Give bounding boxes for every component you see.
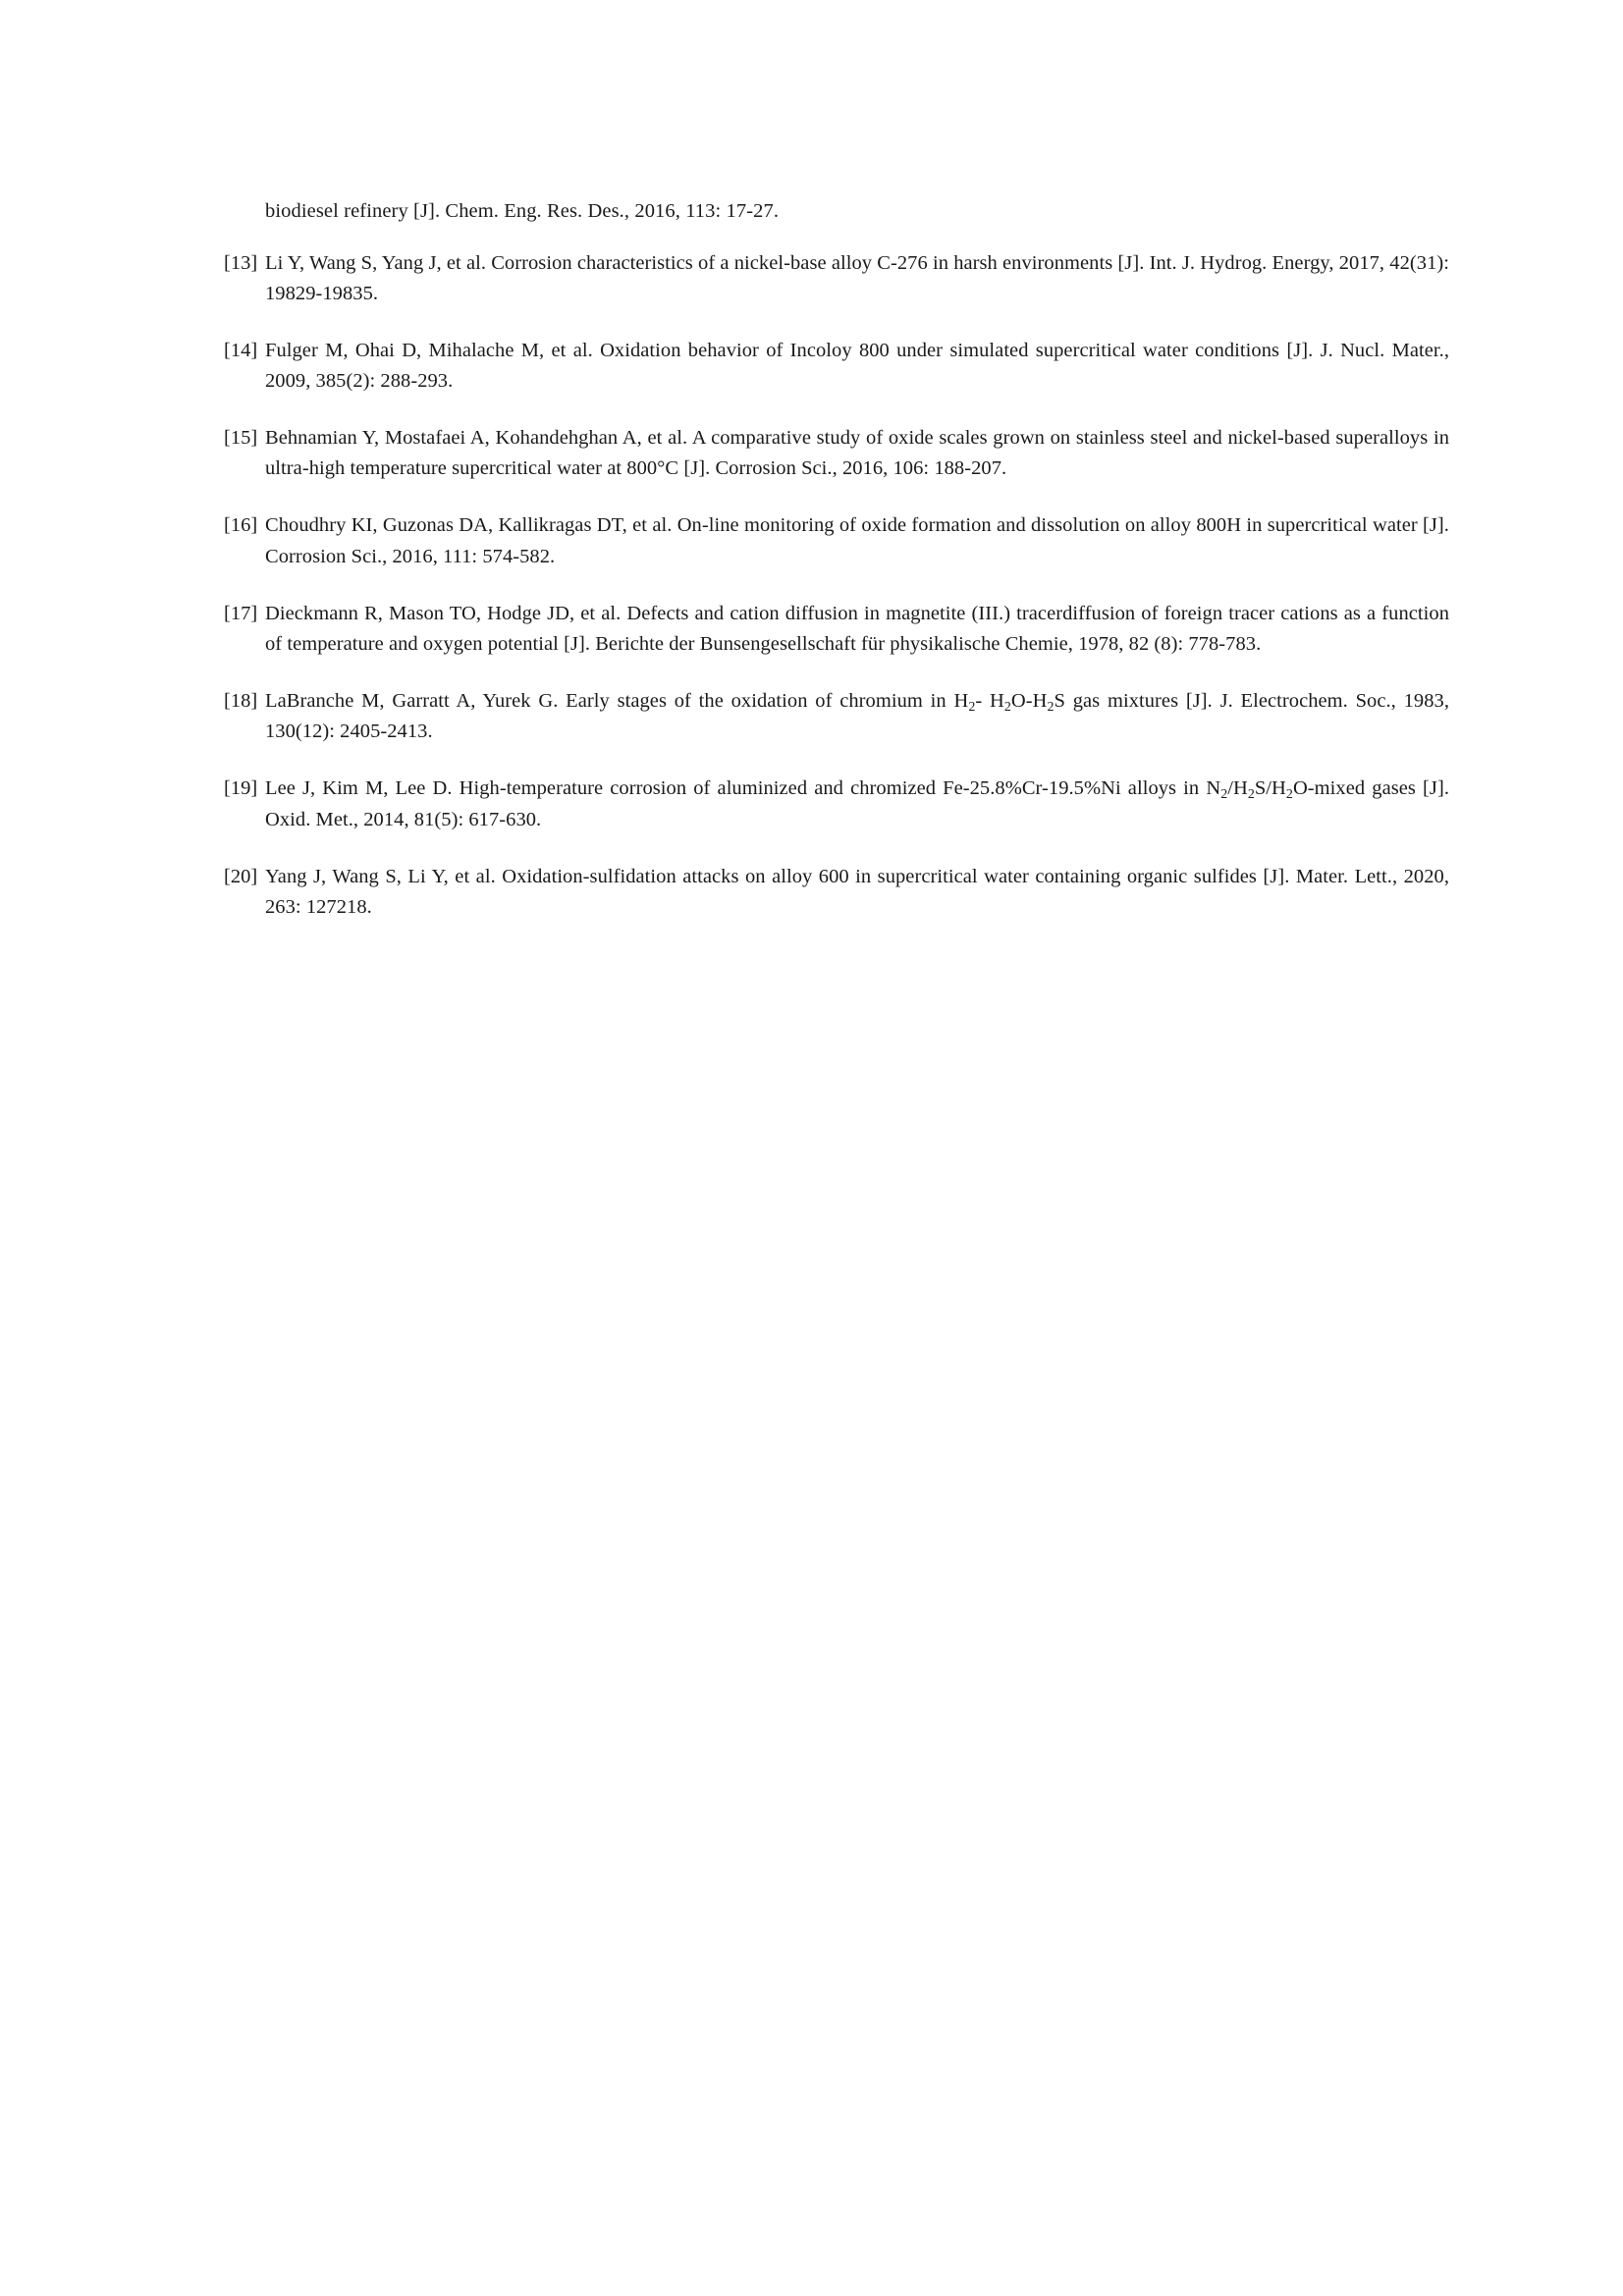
reference-text: LaBranche M, Garratt A, Yurek G. Early stages of the oxidation of chromium in $H_2-$ $H_2O-H_2S$ gas mixtures [J]. J. Electrochem. Soc., 1983, 130(12): 2405-2413. bbox=[265, 690, 1449, 743]
reference-list bbox=[224, 201, 1449, 923]
reference-entry bbox=[224, 774, 1449, 834]
reference-text: Li Y, Wang S, Yang J, et al. Corrosion characteristics of a nickel-base alloy C-276 in harsh environments [J]. Int. J. Hydrog. Energy, 2017, 42(31): 19829-19835. bbox=[265, 251, 1449, 304]
reference-entry bbox=[224, 336, 1449, 397]
reference-label: [16] bbox=[224, 514, 258, 537]
reference-label: [14] bbox=[224, 339, 258, 361]
reference-label: [18] bbox=[224, 690, 258, 713]
reference-text: Choudhry KI, Guzonas DA, Kallikragas DT, et al. On-line monitoring of oxide formation and dissolution on alloy 800H in supercritical water [J]. Corrosion Sci., 2016, 111: 574-582. bbox=[265, 514, 1449, 567]
reference-label: [15] bbox=[224, 427, 258, 450]
reference-label: [19] bbox=[224, 777, 258, 800]
reference-label: [13] bbox=[224, 251, 258, 274]
reference-entry bbox=[224, 599, 1449, 660]
reference-entry bbox=[224, 248, 1449, 309]
reference-entry bbox=[224, 510, 1449, 571]
continuation-line: biodiesel refinery [J]. Chem. Eng. Res. Des., 2016, 113: 17-27. bbox=[265, 200, 780, 222]
reference-entry bbox=[224, 862, 1449, 923]
reference-text: Lee J, Kim M, Lee D. High-temperature corrosion of aluminized and chromized Fe-25.8%Cr-19.5%Ni alloys in $N_2/H_2S/H_2O$-mixed gases [J]. Oxid. Met., 2014, 81(5): 617-630. bbox=[265, 777, 1449, 830]
reference-entry bbox=[224, 686, 1449, 747]
reference-label: [17] bbox=[224, 602, 258, 624]
reference-label: [20] bbox=[224, 865, 258, 887]
reference-text: Dieckmann R, Mason TO, Hodge JD, et al. Defects and cation diffusion in magnetite (III.) tracerdiffusion of foreign tracer cations as a function of temperature and oxygen potential [J]. Berichte der Bunsengesellschaft für physikalische Chemie, 1978, 82 (8): 778-783. bbox=[265, 602, 1449, 655]
reference-entry bbox=[224, 423, 1449, 484]
reference-text: Yang J, Wang S, Li Y, et al. Oxidation-sulfidation attacks on alloy 600 in supercritical water containing organic sulfides [J]. Mater. Lett., 2020, 263: 127218. bbox=[265, 865, 1449, 918]
reference-text: Behnamian Y, Mostafaei A, Kohandehghan A, et al. A comparative study of oxide scales grown on stainless steel and nickel-based superalloys in ultra-high temperature supercritical water at 800°C [J]. Corrosion Sci., 2016, 106: 188-207. bbox=[265, 427, 1449, 480]
reference-text: Fulger M, Ohai D, Mihalache M, et al. Oxidation behavior of Incoloy 800 under simulated supercritical water conditions [J]. J. Nucl. Mater., 2009, 385(2): 288-293. bbox=[265, 339, 1449, 392]
